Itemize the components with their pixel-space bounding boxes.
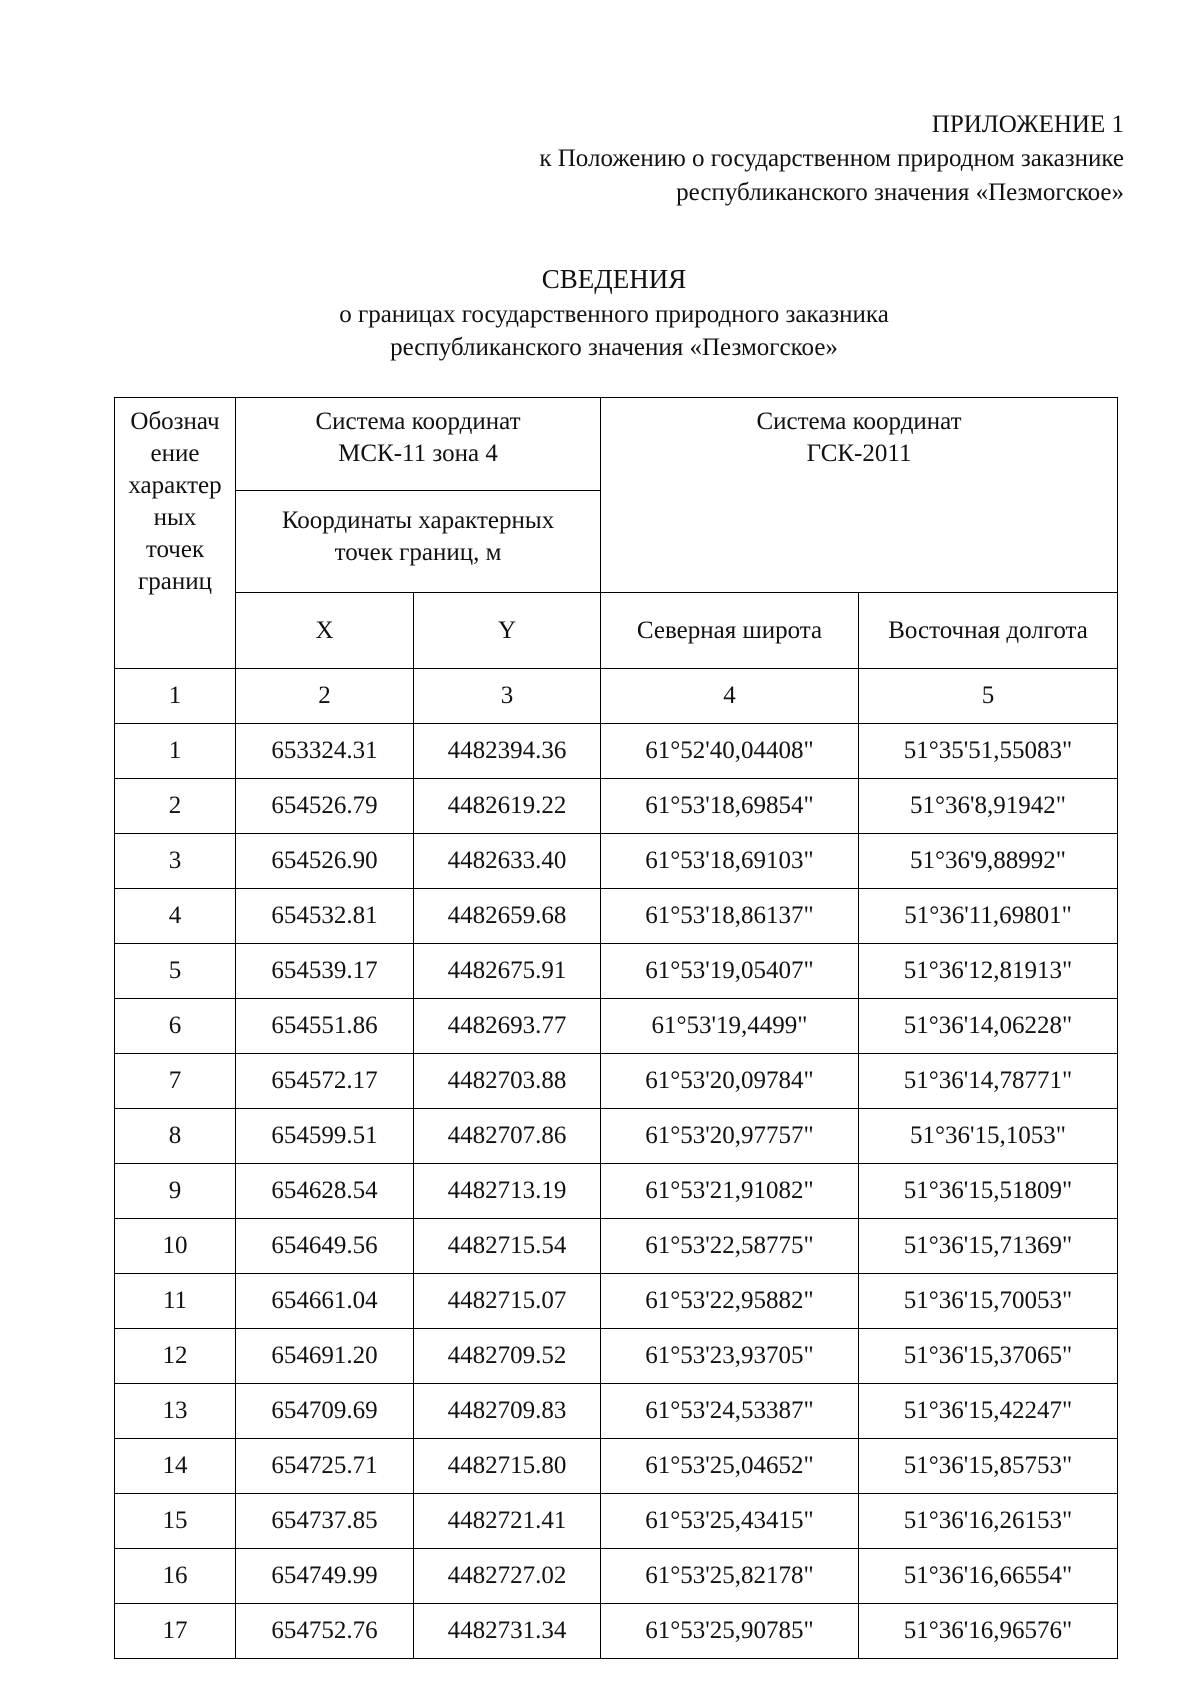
point-number-cell: 5 — [115, 944, 236, 999]
longitude-cell: 51°36'16,66554" — [859, 1549, 1118, 1604]
table-row — [115, 1164, 1118, 1219]
table-row — [115, 1329, 1118, 1384]
table-row — [115, 999, 1118, 1054]
y-coordinate-cell: 4482659.68 — [414, 889, 601, 944]
x-coordinate-cell: 654532.81 — [236, 889, 414, 944]
coordinates-table — [114, 397, 1118, 1659]
column-number: 5 — [859, 669, 1118, 724]
latitude-cell: 61°53'21,91082" — [601, 1164, 859, 1219]
latitude-cell: 61°53'20,09784" — [601, 1054, 859, 1109]
appendix-reference-continued: республиканского значения «Пезмогское» — [676, 179, 1124, 206]
longitude-cell: 51°36'15,70053" — [859, 1274, 1118, 1329]
column-number-row — [115, 669, 1118, 724]
point-number-cell: 15 — [115, 1494, 236, 1549]
longitude-cell: 51°36'16,96576" — [859, 1604, 1118, 1659]
longitude-cell: 51°36'14,78771" — [859, 1054, 1118, 1109]
x-coordinate-cell: 654649.56 — [236, 1219, 414, 1274]
y-coordinate-cell: 4482727.02 — [414, 1549, 601, 1604]
table-row — [115, 944, 1118, 999]
gsk-system-header: Система координат ГСК-2011 — [601, 398, 1118, 593]
latitude-column-header: Северная широта — [601, 593, 859, 669]
longitude-cell: 51°36'14,06228" — [859, 999, 1118, 1054]
y-coordinate-cell: 4482715.80 — [414, 1439, 601, 1494]
latitude-cell: 61°53'25,04652" — [601, 1439, 859, 1494]
y-coordinate-cell: 4482633.40 — [414, 834, 601, 889]
x-coordinate-cell: 654599.51 — [236, 1109, 414, 1164]
table-row — [115, 1494, 1118, 1549]
table-row — [115, 1054, 1118, 1109]
longitude-cell: 51°36'11,69801" — [859, 889, 1118, 944]
coordinates-table-body — [115, 724, 1118, 1659]
appendix-reference: к Положению о государственном природном заказнике — [539, 145, 1124, 172]
point-designation-header: Обознач ение характер ных точек границ — [115, 398, 236, 669]
table-row — [115, 1549, 1118, 1604]
longitude-cell: 51°35'51,55083" — [859, 724, 1118, 779]
table-row — [115, 724, 1118, 779]
longitude-cell: 51°36'15,1053" — [859, 1109, 1118, 1164]
column-number: 3 — [414, 669, 601, 724]
point-number-cell: 3 — [115, 834, 236, 889]
appendix-header — [324, 108, 1124, 210]
longitude-cell: 51°36'15,71369" — [859, 1219, 1118, 1274]
y-coordinate-cell: 4482721.41 — [414, 1494, 601, 1549]
latitude-cell: 61°53'23,93705" — [601, 1329, 859, 1384]
table-row — [115, 779, 1118, 834]
point-number-cell: 13 — [115, 1384, 236, 1439]
y-coordinate-cell: 4482715.07 — [414, 1274, 601, 1329]
point-number-cell: 2 — [115, 779, 236, 834]
latitude-cell: 61°53'24,53387" — [601, 1384, 859, 1439]
table-row — [115, 1109, 1118, 1164]
longitude-column-header: Восточная долгота — [859, 593, 1118, 669]
latitude-cell: 61°53'25,82178" — [601, 1549, 859, 1604]
y-coordinate-cell: 4482707.86 — [414, 1109, 601, 1164]
x-coordinate-cell: 654752.76 — [236, 1604, 414, 1659]
document-heading — [110, 262, 1118, 364]
latitude-cell: 61°53'18,86137" — [601, 889, 859, 944]
y-coordinate-cell: 4482675.91 — [414, 944, 601, 999]
x-coordinate-cell: 654737.85 — [236, 1494, 414, 1549]
appendix-label: ПРИЛОЖЕНИЕ 1 — [931, 111, 1124, 138]
point-number-cell: 11 — [115, 1274, 236, 1329]
longitude-cell: 51°36'9,88992" — [859, 834, 1118, 889]
document-subtitle: о границах государственного природного заказника — [339, 301, 889, 328]
latitude-cell: 61°53'18,69103" — [601, 834, 859, 889]
latitude-cell: 61°53'18,69854" — [601, 779, 859, 834]
y-coordinate-cell: 4482394.36 — [414, 724, 601, 779]
x-coordinate-cell: 654539.17 — [236, 944, 414, 999]
y-coordinate-cell: 4482709.52 — [414, 1329, 601, 1384]
table-row — [115, 1219, 1118, 1274]
y-coordinate-cell: 4482713.19 — [414, 1164, 601, 1219]
x-coordinate-cell: 654526.79 — [236, 779, 414, 834]
longitude-cell: 51°36'15,42247" — [859, 1384, 1118, 1439]
y-coordinate-cell: 4482715.54 — [414, 1219, 601, 1274]
table-row — [115, 1384, 1118, 1439]
y-coordinate-cell: 4482709.83 — [414, 1384, 601, 1439]
x-coordinate-cell: 654725.71 — [236, 1439, 414, 1494]
latitude-cell: 61°53'19,4499" — [601, 999, 859, 1054]
point-number-cell: 9 — [115, 1164, 236, 1219]
x-coordinate-cell: 654572.17 — [236, 1054, 414, 1109]
x-column-header: X — [236, 593, 414, 669]
latitude-cell: 61°53'25,90785" — [601, 1604, 859, 1659]
latitude-cell: 61°53'22,58775" — [601, 1219, 859, 1274]
point-number-cell: 4 — [115, 889, 236, 944]
column-number: 4 — [601, 669, 859, 724]
longitude-cell: 51°36'16,26153" — [859, 1494, 1118, 1549]
point-number-cell: 6 — [115, 999, 236, 1054]
y-coordinate-cell: 4482619.22 — [414, 779, 601, 834]
x-coordinate-cell: 654628.54 — [236, 1164, 414, 1219]
table-row — [115, 889, 1118, 944]
y-coordinate-cell: 4482731.34 — [414, 1604, 601, 1659]
x-coordinate-cell: 654551.86 — [236, 999, 414, 1054]
x-coordinate-cell: 654526.90 — [236, 834, 414, 889]
latitude-cell: 61°53'25,43415" — [601, 1494, 859, 1549]
longitude-cell: 51°36'12,81913" — [859, 944, 1118, 999]
table-row — [115, 1274, 1118, 1329]
msk-system-header: Система координат МСК-11 зона 4 — [236, 398, 601, 491]
longitude-cell: 51°36'15,85753" — [859, 1439, 1118, 1494]
x-coordinate-cell: 654661.04 — [236, 1274, 414, 1329]
y-coordinate-cell: 4482693.77 — [414, 999, 601, 1054]
msk-subheader: Координаты характерных точек границ, м — [236, 491, 601, 593]
x-coordinate-cell: 654749.99 — [236, 1549, 414, 1604]
point-number-cell: 12 — [115, 1329, 236, 1384]
document-subtitle-continued: республиканского значения «Пезмогское» — [390, 334, 838, 361]
document-title: СВЕДЕНИЯ — [541, 264, 687, 294]
latitude-cell: 61°53'20,97757" — [601, 1109, 859, 1164]
table-row — [115, 834, 1118, 889]
table-row — [115, 1604, 1118, 1659]
point-number-cell: 8 — [115, 1109, 236, 1164]
x-coordinate-cell: 653324.31 — [236, 724, 414, 779]
table-row — [115, 1439, 1118, 1494]
point-number-cell: 7 — [115, 1054, 236, 1109]
latitude-cell: 61°53'19,05407" — [601, 944, 859, 999]
point-number-cell: 10 — [115, 1219, 236, 1274]
column-number: 2 — [236, 669, 414, 724]
longitude-cell: 51°36'15,51809" — [859, 1164, 1118, 1219]
latitude-cell: 61°52'40,04408" — [601, 724, 859, 779]
column-number: 1 — [115, 669, 236, 724]
longitude-cell: 51°36'15,37065" — [859, 1329, 1118, 1384]
point-number-cell: 16 — [115, 1549, 236, 1604]
point-number-cell: 17 — [115, 1604, 236, 1659]
latitude-cell: 61°53'22,95882" — [601, 1274, 859, 1329]
point-number-cell: 14 — [115, 1439, 236, 1494]
x-coordinate-cell: 654709.69 — [236, 1384, 414, 1439]
point-number-cell: 1 — [115, 724, 236, 779]
y-coordinate-cell: 4482703.88 — [414, 1054, 601, 1109]
longitude-cell: 51°36'8,91942" — [859, 779, 1118, 834]
y-column-header: Y — [414, 593, 601, 669]
x-coordinate-cell: 654691.20 — [236, 1329, 414, 1384]
